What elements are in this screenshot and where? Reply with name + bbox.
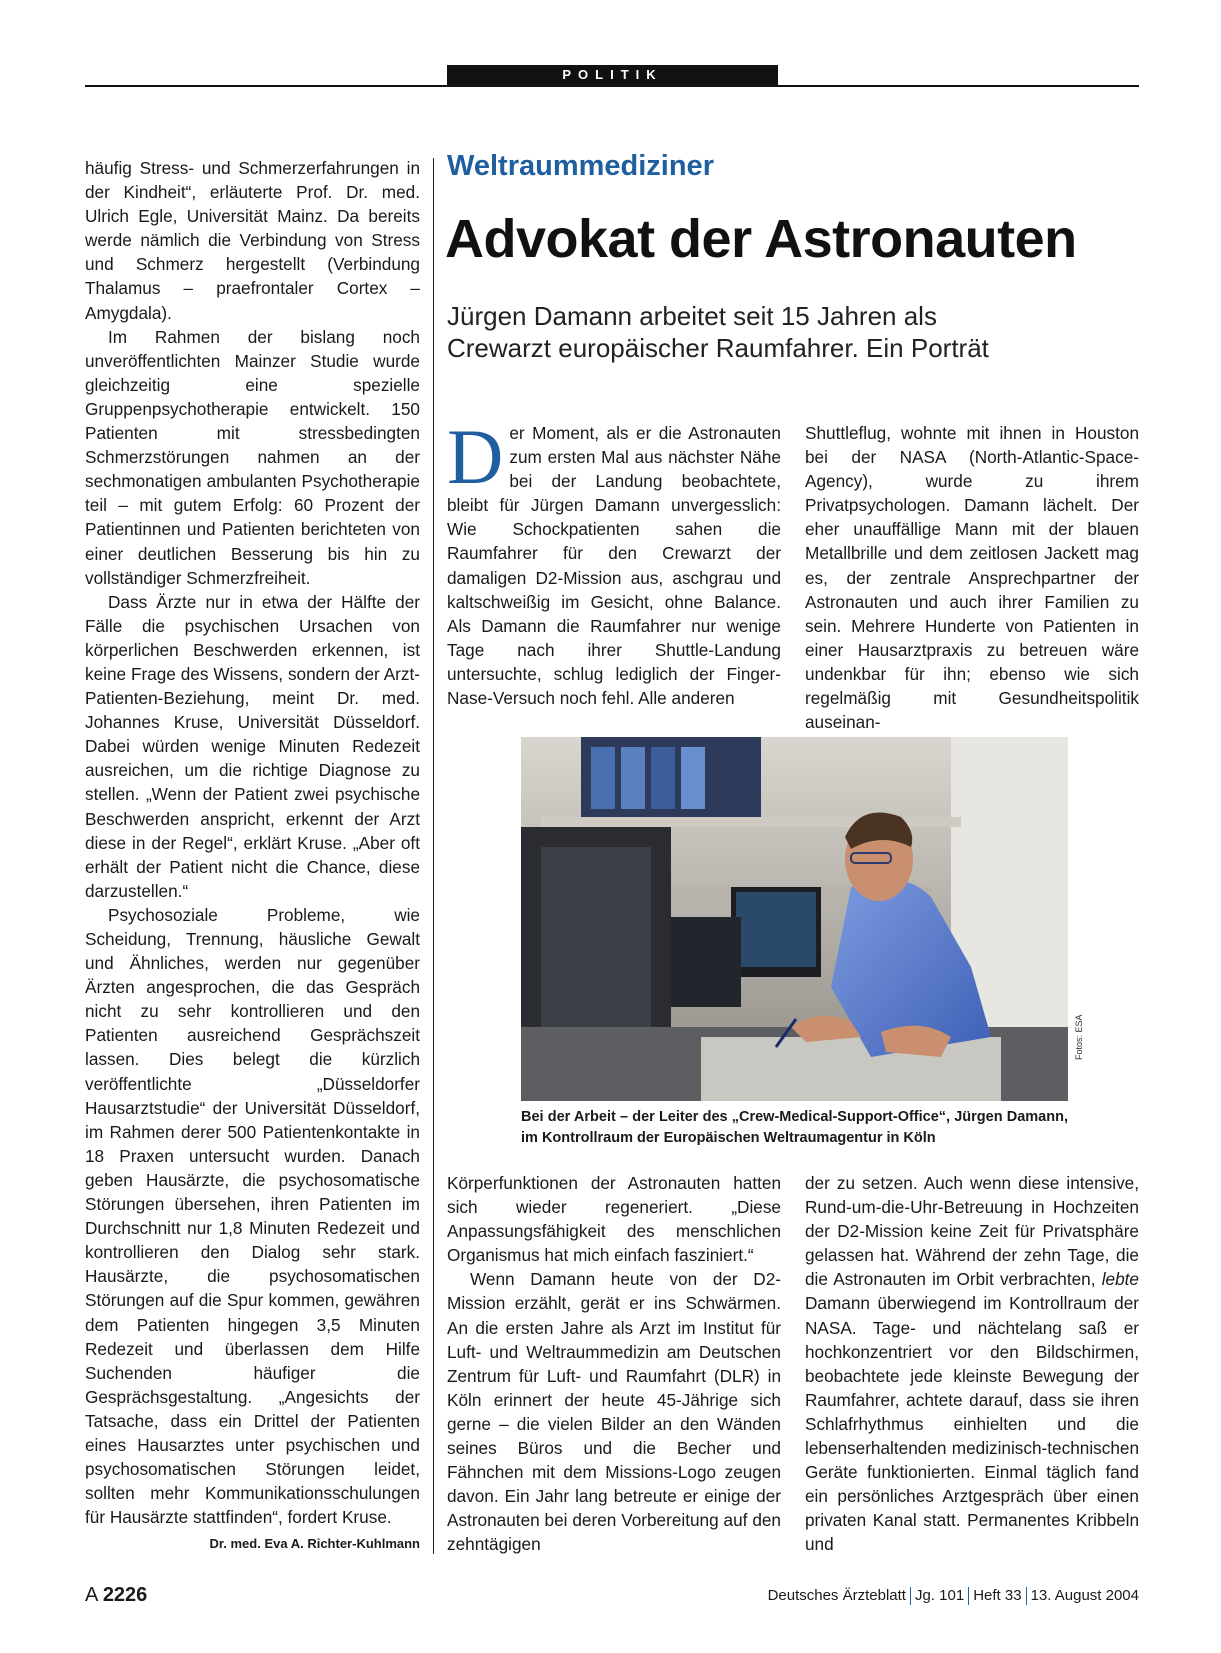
- journal-issue: Heft 33: [973, 1587, 1022, 1604]
- subtitle: Jürgen Damann arbeitet seit 15 Jahren als Crewarzt europäischer Raumfahrer. Ein Porträt: [447, 301, 989, 363]
- header-rule: [85, 85, 1139, 87]
- body-paragraph: [447, 413, 781, 710]
- journal-volume: Jg. 101: [914, 1587, 965, 1604]
- body-paragraph: Wenn Damann heute von der D2-Mission erzählt, gerät er ins Schwärmen. An die ersten Jahre als Arzt im Institut für Luft- und Weltraummedizin am Deutschen Zentrum für Luft- und Raumfahrt (DLR) in Köln erinnert der heute 45-Jährige sich gerne – die vielen Bilder an den Wänden seines Büros und die Becher und Fähnchen mit dem Missions-Logo zeugen davon. Ein Jahr lang betreute er einige der Astronauten bei deren Vorbereitung auf den zehntägigen: [447, 1269, 781, 1555]
- journal-name: Deutsches Ärzteblatt: [767, 1587, 906, 1604]
- kicker: Weltraummediziner: [447, 150, 714, 182]
- journal-date: 13. August 2004: [1030, 1587, 1139, 1604]
- left-paragraph-text: Psychosoziale Probleme, wie Scheidung, Trennung, häusliche Gewalt und Ähnliches, werden nur gegenüber Ärzten angesprochen, die das Gespräch nicht zu sehr kontrollieren und den Patienten ausreichend Gesprächszeit lassen. Dies belegt die kürzlich veröffentlichte „Düsseldorfer Hausarztstudie“ der Universität Düsseldorf, im Rahmen derer 500 Patientenkontakte in 18 Praxen untersucht wurden. Danach geben Hausärzte, die psychosomatische Störungen übersehen, ihren Patienten im Durchschnitt nur 1,8 Minuten Redezeit und kontrollieren den Dialog sehr stark. Hausärzte, die psychosomatischen Störungen auf die Spur kommen, gewähren dem Patienten hingegen 3,5 Minuten Redezeit und überlassen dem Hilfe Suchenden häufiger die Gesprächsgestaltung. „Angesichts der Tatsache, dass ein Drittel der Patienten eines Hausarztes unter psychischen und psychosomatischen Störungen leidet, sollten mehr Kommunikationsschulungen für Hausärzte stattfinden“, fordert Kruse.: [85, 904, 420, 1528]
- body-paragraph: Shuttleflug, wohnte mit ihnen in Houston bei der NASA (North-Atlantic-Space-Agency), wurde zu ihrem Privatpsychologen. Damann lächelt. Der eher unauffällige Mann mit der blauen Metallbrille und dem zeitlosen Jackett mag es, der zentrale Ansprechpartner der Astronauten und auch ihrer Familien zu sein. Mehrere Hunderte von Patienten in einer Hausarztpraxis zu betreuen wäre undenkbar für ihn; ebenso wie sich regelmäßig mit Gesundheitspolitik auseinan-: [805, 423, 1139, 733]
- photo-illustration: [521, 737, 1068, 1101]
- body-column-right-top: [805, 421, 1139, 734]
- page-number: [85, 1584, 147, 1607]
- footer-separator: [1026, 1587, 1027, 1605]
- photo: [521, 737, 1068, 1101]
- page-prefix: A: [85, 1584, 98, 1606]
- body-column-mid-bottom: [447, 1171, 781, 1557]
- body-paragraph: Körperfunktionen der Astronauten hatten sich wieder regeneriert. „Diese Anpassungsfähigkeit des menschlichen Organismus hat mich einfach fasziniert.“: [447, 1173, 781, 1266]
- journal-info: [768, 1587, 1139, 1605]
- body-paragraph: [805, 1171, 1139, 1557]
- column-divider: [433, 158, 434, 1554]
- body-text: Damann überwiegend im Kontrollraum der NASA. Tage- und nächtelang saß er hochkonzentriert vor den Bildschirmen, beobachtete jede kleinste Bewegung der Raumfahrer, achtete darauf, dass sie ihren Schlafrhythmus einhielten und die lebenserhaltenden medizinisch-technischen Geräte funktionierten. Einmal täglich fand ein persönliches Arztgespräch über einen privaten Kanal statt. Permanentes Kribbeln und: [805, 1293, 1139, 1555]
- left-paragraph: häufig Stress- und Schmerzerfahrungen in der Kindheit“, erläuterte Prof. Dr. med. Ulrich Egle, Universität Mainz. Da bereits werde nämlich die Verbindung von Stress und Schmerz hergestellt (Verbindung Thalamus – praefrontaler Cortex – Amygdala).: [85, 158, 420, 323]
- section-tag: POLITIK: [447, 65, 778, 85]
- photo-credit: Fotos: ESA: [1074, 1014, 1084, 1060]
- body-column-mid-top: [447, 413, 781, 710]
- page-number-value: 2226: [102, 1584, 148, 1606]
- left-paragraph-last: [85, 903, 420, 1552]
- body-column-right-bottom: [805, 1171, 1139, 1557]
- body-text: er Moment, als er die Astronauten zum ersten Mal aus nächster Nähe bei der Landung beobachtete, bleibt für Jürgen Damann unvergesslich: Wie Schockpatienten sahen die Raumfahrer für den Crewarzt der damaligen D2-Mission aus, aschgrau und kaltschweißig im Gesicht, ohne Balance. Als Damann die Raumfahrer nur wenige Tage nach ihrer Shuttle-Landung untersuchte, schlug lediglich der Finger-Nase-Versuch noch fehl. Alle anderen: [447, 423, 781, 709]
- left-column: [85, 156, 420, 1556]
- body-text: der zu setzen. Auch wenn diese intensive, Rund-um-die-Uhr-Betreuung in Hochzeiten der D2-Mission keine Zeit für Privatsphäre gelassen hat. Während der zehn Tage, die die Astronauten im Orbit verbrachten,: [805, 1173, 1139, 1290]
- footer-separator: [910, 1587, 911, 1605]
- footer-separator: [968, 1587, 969, 1605]
- headline: Advokat der Astronauten: [445, 209, 1077, 269]
- byline: Dr. med. Eva A. Richter-Kuhlmann: [209, 1536, 420, 1552]
- photo-caption: Bei der Arbeit – der Leiter des „Crew-Medical-Support-Office“, Jürgen Damann, im Kontrollraum der Europäischen Weltraumagentur in Köln: [521, 1109, 1068, 1146]
- left-paragraph: Dass Ärzte nur in etwa der Hälfte der Fälle die psychischen Ursachen von körperlichen Beschwerden erkennen, ist keine Frage des Wissens, sondern der Arzt-Patienten-Beziehung, meint Dr. med. Johannes Kruse, Universität Düsseldorf. Dabei würden wenige Minuten Redezeit ausreichen, um die richtige Diagnose zu stellen. „Wenn der Patient zwei psychische Beschwerden anspricht, erkennt der Arzt diese in der Regel“, erklärt Kruse. „Aber oft erhält der Patient nicht die Chance, diese darzustellen.“: [85, 591, 420, 901]
- left-paragraph: Im Rahmen der bislang noch unveröffentlichten Mainzer Studie wurde gleichzeitig eine spezielle Gruppenpsychotherapie entwickelt. 150 Patienten mit stressbedingten Schmerzstörungen nahmen an der sechmonatigen ambulanten Psychotherapie teil – mit gutem Erfolg: 60 Prozent der Patientinnen und Patienten berichteten von einer deutlichen Besserung bis hin zu vollständiger Schmerzfreiheit.: [85, 326, 420, 588]
- dropcap: D: [447, 413, 504, 500]
- emphasis: lebte: [1101, 1269, 1139, 1290]
